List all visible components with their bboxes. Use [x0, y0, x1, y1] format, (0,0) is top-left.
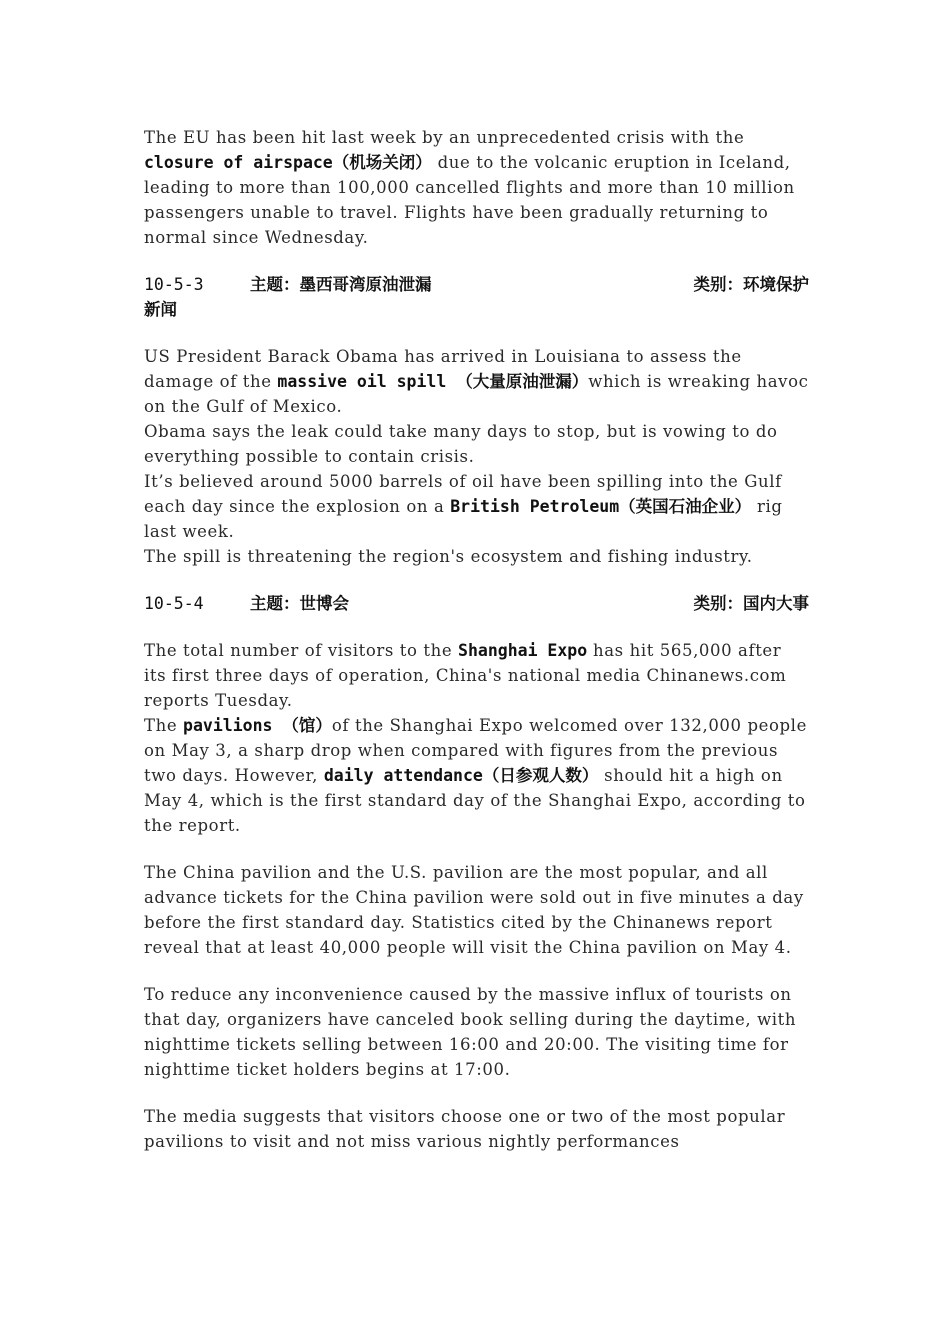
heading-topic: 主题：墨西哥湾原油泄漏	[250, 275, 432, 294]
text: It’s believed around 5000 barrels of oil have been spilling into the Gulf each day since the explosion on a	[144, 472, 782, 516]
keyword-closure-of-airspace: closure of airspace（机场关闭）	[144, 153, 432, 172]
paragraph-expo-2	[144, 713, 809, 838]
text: rig last week.	[144, 497, 783, 541]
paragraph-oil-spill-3	[144, 469, 809, 544]
document-page	[144, 125, 809, 1176]
heading-date: 10-5-3	[144, 275, 204, 294]
paragraph-china-pavilion: The China pavilion and the U.S. pavilion are the most popular, and all advance tickets for the China pavilion were sold out in five minutes a day before the first standard day. Statistics cited by the Chinanews report reveal that at least 40,000 people will visit the China pavilion on May 4.	[144, 863, 804, 957]
text: The	[144, 716, 184, 735]
keyword-shanghai-expo: Shanghai Expo	[458, 641, 588, 660]
text: The total number of visitors to the	[144, 641, 459, 660]
heading-category: 类别：环境保护	[693, 275, 809, 294]
paragraph-oil-spill-1	[144, 344, 809, 419]
paragraph-expo-1	[144, 638, 809, 713]
paragraph-oil-spill-4: The spill is threatening the region's ecosystem and fishing industry.	[144, 547, 753, 566]
text: which is wreaking havoc on the Gulf of Mexico.	[144, 372, 809, 416]
keyword-daily-attendance: daily attendance（日参观人数）	[323, 766, 599, 785]
keyword-massive-oil-spill: massive oil spill （大量原油泄漏）	[277, 372, 589, 391]
text: US President Barack Obama has arrived in Louisiana to assess the damage of the	[144, 347, 742, 391]
heading-topic: 主题：世博会	[250, 594, 349, 613]
text: due to the volcanic eruption in Iceland, leading to more than 100,000 cancelled flights and more than 10 million passengers unable to travel. Flights have been gradually returning to normal since Wednesday.	[144, 153, 795, 247]
heading-category-continued: 新闻	[144, 300, 177, 319]
section-heading-oil-spill	[144, 272, 809, 322]
paragraph-eu-airspace	[144, 125, 809, 250]
paragraph-oil-spill-2: Obama says the leak could take many days to stop, but is vowing to do everything possible to contain crisis.	[144, 422, 778, 466]
text: should hit a high on May 4, which is the first standard day of the Shanghai Expo, according to the report.	[144, 766, 806, 835]
heading-date: 10-5-4	[144, 594, 204, 613]
heading-category: 类别：国内大事	[693, 594, 809, 613]
text: has hit 565,000 after its first three days of operation, China's national media Chinanews.com reports Tuesday.	[144, 641, 787, 710]
paragraph-nighttime-tickets: To reduce any inconvenience caused by the massive influx of tourists on that day, organizers have canceled book selling during the daytime, with nighttime tickets selling between 16:00 and 20:00. The visiting time for nighttime ticket holders begins at 17:00.	[144, 985, 797, 1079]
section-heading-expo	[144, 591, 809, 616]
paragraph-media-suggests: The media suggests that visitors choose one or two of the most popular pavilions to visit and not miss various nightly performances	[144, 1107, 786, 1151]
text: The EU has been hit last week by an unprecedented crisis with the	[144, 128, 745, 147]
text: of the Shanghai Expo welcomed over 132,000 people on May 3, a sharp drop when compared with figures from the previous two days. However,	[144, 716, 807, 785]
keyword-pavilions: pavilions （馆）	[183, 716, 332, 735]
keyword-british-petroleum: British Petroleum（英国石油企业）	[450, 497, 752, 516]
